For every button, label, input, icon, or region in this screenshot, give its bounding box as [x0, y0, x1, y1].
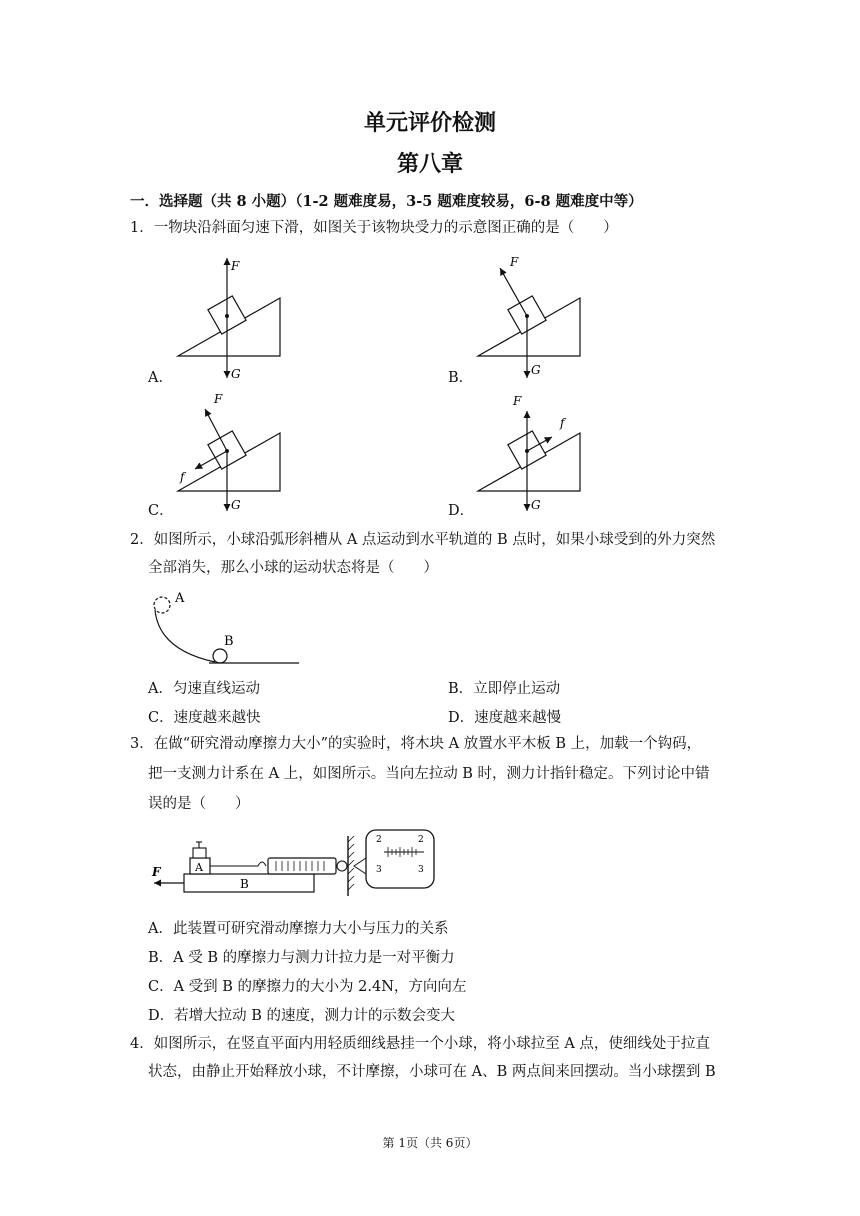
question-4-text-line1: 4．如图所示，在竖直平面内用轻质细线悬挂一个小球，将小球拉至 A 点，使细线处于拉直 — [130, 1036, 710, 1052]
section-heading: 一．选择题（共 8 小题）（1-2 题难度易，3-5 题难度较易，6-8 题难度中等） — [130, 193, 643, 210]
q1-diagram-b — [470, 250, 590, 385]
hook-weight — [193, 848, 206, 858]
q1-option-b-label: B． — [448, 370, 474, 386]
label-b: B — [240, 877, 249, 891]
label-a: A — [195, 861, 203, 874]
q3-option-c: C．A 受到 B 的摩擦力的大小为 2.4N，方向向左 — [148, 979, 467, 995]
scale-tick-4: 3 — [418, 865, 424, 875]
question-3-text-line2: 把一支测力计系在 A 上，如图所示。当向左拉动 B 时，测力计指针稳定。下列讨论中错 — [148, 766, 710, 782]
curved-track — [155, 610, 215, 662]
ball-at-b — [213, 649, 227, 663]
q2-option-b: B．立即停止运动 — [448, 681, 561, 697]
q3-option-d: D．若增大拉动 B 的速度，测力计的示数会变大 — [148, 1008, 455, 1024]
label-a: A — [175, 591, 185, 606]
label-g: G — [231, 498, 241, 512]
q1-option-c-label: C． — [148, 503, 174, 519]
scale-tick-1: 2 — [376, 835, 382, 845]
page-footer: 第 1页（共 6页） — [382, 1136, 478, 1150]
scale-tick-3: 3 — [376, 865, 382, 875]
label-f: F — [510, 255, 519, 269]
q3-option-a: A．此装置可研究滑动摩擦力大小与压力的关系 — [148, 921, 449, 937]
chapter-title: 第八章 — [396, 151, 463, 177]
label-f: F — [152, 865, 161, 879]
spring-scale — [268, 858, 336, 874]
label-friction: f — [180, 470, 185, 484]
scale-tick-2: 2 — [418, 835, 424, 845]
question-2-text-line1: 2．如图所示，小球沿弧形斜槽从 A 点运动到水平轨道的 B 点时，如果小球受到的外力突然 — [130, 532, 716, 548]
q1-diagram-d — [470, 385, 590, 515]
q1-option-a-label: A． — [148, 370, 173, 386]
q1-option-d-label: D． — [448, 503, 475, 519]
question-3-text-line3: 误的是（ ） — [148, 796, 250, 812]
label-b: B — [224, 634, 234, 649]
question-4-text-line2: 状态，由静止开始释放小球，不计摩擦，小球可在 A、B 两点间来回摆动。当小球摆到 B — [148, 1064, 716, 1080]
label-friction: f — [560, 416, 565, 430]
q3-option-b: B．A 受 B 的摩擦力与测力计拉力是一对平衡力 — [148, 950, 455, 966]
label-g: G — [231, 367, 241, 381]
label-f: F — [231, 259, 240, 273]
label-f: F — [214, 392, 223, 406]
page-title: 单元评价检测 — [363, 110, 496, 136]
question-3-text-line1: 3．在做“研究滑动摩擦力大小”的实验时，将木块 A 放置水平木板 B 上，加载一个钩码， — [130, 736, 702, 752]
label-g: G — [531, 363, 541, 377]
q2-diagram — [145, 588, 305, 668]
q2-option-c: C．速度越来越快 — [148, 710, 261, 726]
q1-diagram-c — [170, 385, 290, 515]
q1-diagram-a — [170, 250, 290, 385]
question-2-text-line2: 全部消失，那么小球的运动状态将是（ ） — [148, 560, 438, 576]
question-1-text: 1．一物块沿斜面匀速下滑，如图关于该物块受力的示意图正确的是（ ） — [130, 220, 618, 236]
q3-diagram — [148, 828, 448, 908]
label-g: G — [531, 498, 541, 512]
label-f: F — [513, 394, 522, 408]
board-b — [184, 874, 314, 892]
ball-at-a — [154, 597, 170, 613]
q2-option-d: D．速度越来越慢 — [448, 710, 562, 726]
q2-option-a: A．匀速直线运动 — [148, 681, 260, 697]
